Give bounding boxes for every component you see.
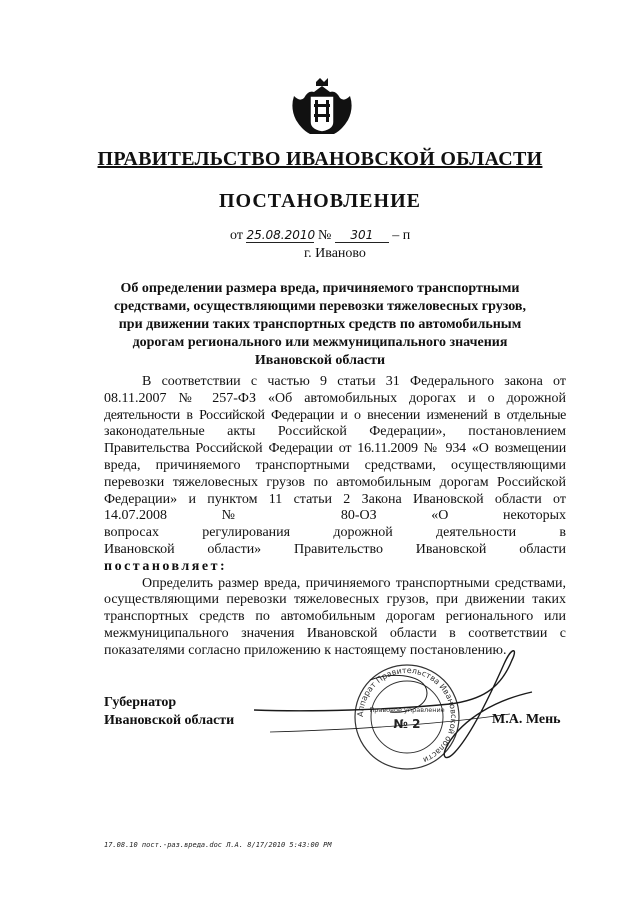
body-line: деятельности в Российской Федерации и о внесении изменений в отдельные <box>104 407 566 423</box>
body-line: 08.11.2007 № 257-ФЗ «Об автомобильных дорогах и о дорожной <box>104 390 566 406</box>
body-line: Правительства Российской Федерации от 16.11.2009 № 934 «О возмещении <box>104 441 566 457</box>
signatory-name: М.А. Мень <box>492 712 561 727</box>
stamp-center-text: Правовое управление <box>369 706 445 714</box>
decree-date: 25.08.2010 <box>246 228 316 242</box>
stamp-number: № 2 <box>393 717 421 731</box>
body-line: вопросах регулирования дорожной деятельности в <box>104 525 566 541</box>
position-line: Ивановской области <box>104 713 235 728</box>
date-prefix: от <box>230 228 243 243</box>
decree-title <box>0 280 640 370</box>
file-footer: 17.08.10 пост.-раз.вреда.doc Л.А. 8/17/2010 5:43:00 PM <box>104 841 332 849</box>
signatory-position <box>104 694 234 730</box>
body-line: вреда, причиняемого транспортными средствами, осуществляющими <box>104 457 566 473</box>
decree-word: постановляет: <box>104 558 228 574</box>
number-suffix: – п <box>392 228 411 243</box>
organization-title: ПРАВИТЕЛЬСТВО ИВАНОВСКОЙ ОБЛАСТИ <box>97 148 543 170</box>
body-line: осуществляющими перевозки тяжеловесных грузов, при движении таких <box>104 592 566 608</box>
body-line: Федерации» и пунктом 11 статьи 2 Закона Ивановской области от <box>104 491 566 507</box>
body-line: законодательные акты Российской Федерации», постановлением <box>104 424 566 440</box>
city: г. Иваново <box>304 246 366 261</box>
number-prefix: № <box>317 228 332 243</box>
body-line: межмуниципального значения Ивановской области в соответствии с <box>104 625 566 641</box>
title-line: Ивановской области <box>254 353 386 368</box>
title-line: при движении таких транспортных средств по автомобильным <box>118 317 522 332</box>
handwritten-signature <box>250 640 540 780</box>
title-line: Об определении размера вреда, причиняемого транспортными <box>120 281 520 296</box>
decree-body <box>104 374 566 660</box>
body-line: перевозки тяжеловесных грузов по автомобильным дорогам Российской <box>104 474 566 490</box>
body-line: Определить размер вреда, причиняемого транспортными средствами, <box>142 575 566 591</box>
body-line: показателями согласно приложению к настоящему постановлению. <box>104 642 507 658</box>
document-type: ПОСТАНОВЛЕНИЕ <box>219 190 421 212</box>
stamp-ring-text: Аппарат Правительства Ивановской области <box>355 665 459 765</box>
title-line: средствами, осуществляющими перевозки тяжеловесных грузов, <box>113 299 526 314</box>
coat-of-arms-icon <box>284 78 360 138</box>
body-line: транспортных средств по автомобильным дорогам регионального или <box>104 609 566 625</box>
body-line: В соответствии с частью 9 статьи 31 Федерального закона от <box>142 374 566 389</box>
date-line <box>230 228 410 244</box>
title-line: дорогам регионального или межмуниципального значения <box>132 335 508 350</box>
decree-number: 301 <box>335 229 389 243</box>
position-line: Губернатор <box>104 695 177 710</box>
body-line: 14.07.2008 № 80-ОЗ «О некоторых <box>104 508 566 524</box>
body-line: Ивановской области» Правительство Ивановской области <box>104 541 566 557</box>
